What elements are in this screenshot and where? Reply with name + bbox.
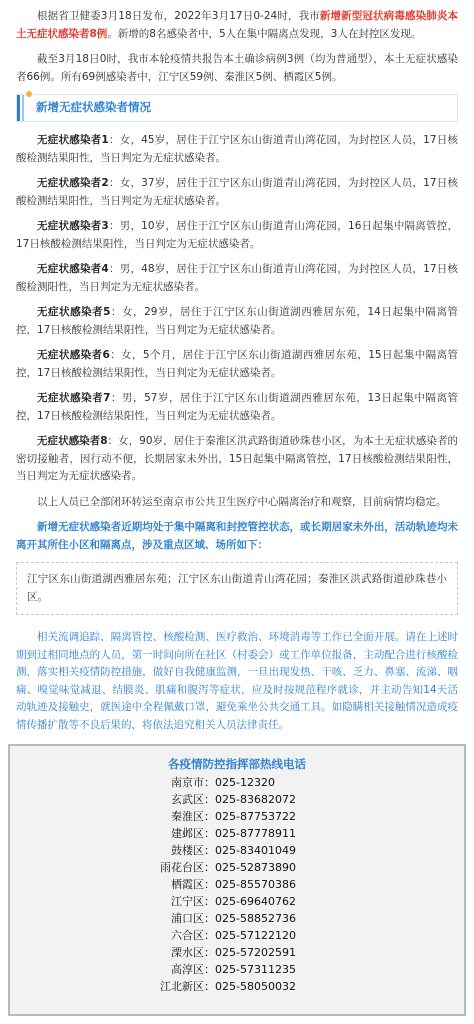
- case-text: ：男，10岁，居住于江宁区东山街道青山湾花园，16日起集中隔离管控，17日核酸检测结果阳性，当日判定为无症状感染者。: [16, 220, 458, 250]
- hotline-number[interactable]: 025-57202591: [215, 946, 296, 959]
- hotline-row: [10, 825, 464, 842]
- activity-note: 新增无症状感染者近期均处于集中隔离和封控管控状态，或长期居家未外出，活动轨迹均未离开其所住小区和隔离点，涉及重点区域、场所如下：: [16, 521, 458, 551]
- hotline-area: 玄武区：: [171, 793, 215, 806]
- case-label: 无症状感染者8: [37, 435, 108, 447]
- case-text: ：男，57岁，居住于江宁区东山街道湖西雅居东苑，13日起集中隔离管控，17日核酸检测结果阳性，当日判定为无症状感染者。: [16, 392, 458, 422]
- hotline-number[interactable]: 025-58050032: [215, 980, 296, 993]
- case-label: 无症状感染者5: [37, 306, 111, 318]
- hotline-row: [10, 859, 464, 876]
- case-label: 无症状感染者3: [37, 220, 109, 232]
- hotline-number[interactable]: 025-83682072: [215, 793, 296, 806]
- hotline-number[interactable]: 025-12320: [215, 776, 275, 789]
- hotline-number[interactable]: 025-83401049: [215, 844, 296, 857]
- hotline-number[interactable]: 025-87753722: [215, 810, 296, 823]
- locations-text: 江宁区东山街道湖西雅居东苑；江宁区东山街道青山湾花园；秦淮区洪武路街道砂珠巷小区。: [27, 573, 447, 603]
- section-header: [16, 94, 458, 122]
- notice-block: [16, 629, 458, 734]
- hotline-row: [10, 944, 464, 961]
- case-paragraph: [16, 347, 458, 382]
- case-text: ：女，37岁，居住于江宁区东山街道青山湾花园，为封控区人员，17日核酸检测结果阳性，当日判定为无症状感染者。: [16, 177, 458, 207]
- hotline-row: [10, 774, 464, 791]
- hotline-area: 建邺区：: [171, 827, 215, 840]
- hotline-box: [8, 744, 466, 1016]
- locations-box: [16, 562, 458, 615]
- hotline-area: 秦淮区：: [171, 810, 215, 823]
- hotline-number[interactable]: 025-87778911: [215, 827, 296, 840]
- intro-text: 根据省卫健委3月18日发布，2022年3月17日0-24时，我市: [37, 10, 320, 22]
- intro-text-2: 。新增的8名感染者中，5人在集中隔离点发现，3人在封控区发现。: [107, 27, 422, 40]
- hotline-title: 各疫情防控指挥部热线电话: [168, 757, 306, 771]
- decor-dot-icon: [26, 91, 32, 97]
- hotline-area: 鼓楼区：: [171, 844, 215, 857]
- case-paragraph: [16, 433, 458, 486]
- case-text: ：女，29岁，居住于江宁区东山街道湖西雅居东苑，14日起集中隔离管控，17日核酸检测结果阳性，当日判定为无症状感染者。: [16, 306, 458, 336]
- hotline-list: [10, 774, 464, 995]
- case-paragraph: [16, 261, 458, 296]
- hotline-row: [10, 978, 464, 995]
- hotline-area: 浦口区：: [171, 912, 215, 925]
- hotline-row: [10, 927, 464, 944]
- hotline-area: 溧水区：: [171, 946, 215, 959]
- case-text: ：女，90岁，居住于秦淮区洪武路街道砂珠巷小区，为本土无症状感染者的密切接触者，因行动不便，长期居家未外出，15日起集中隔离管控，17日核酸检测结果阳性，当日判定为无症状感染者。: [16, 435, 458, 482]
- case-label: 无症状感染者6: [37, 349, 110, 361]
- hotline-area: 高淳区：: [171, 963, 215, 976]
- hotline-area: 栖霞区：: [171, 878, 215, 891]
- hotline-area: 南京市：: [171, 776, 215, 789]
- case-paragraph: [16, 390, 458, 425]
- hotline-number[interactable]: 025-52873890: [215, 861, 296, 874]
- hotline-area: 江宁区：: [171, 895, 215, 908]
- notice-text: 相关流调追踪、隔离管控、核酸检测、医疗救治、环境消毒等工作已全面开展。请在上述时期到过相同地点的人员，第一时间向所在社区（村委会）或工作单位报备，主动配合进行核酸检测，落实相关疫情防控措施，做好自我健康监测，一旦出现发热、干咳、乏力、鼻塞、流涕、咽痛、嗅觉味觉减退、结膜炎、肌痛和腹泻等症状，应及时按规范程序就诊，并主动告知14天活动轨迹及接触史，就医途中全程佩戴口罩，避免乘坐公共交通工具。如隐瞒相关接触情况造成疫情传播扩散等不良后果的，将依法追究相关人员法律责任。: [16, 631, 458, 731]
- hotline-number[interactable]: 025-57311235: [215, 963, 296, 976]
- case-paragraph: [16, 175, 458, 210]
- section-bar-icon: [17, 95, 20, 121]
- case-label: 无症状感染者2: [37, 177, 109, 189]
- case-paragraph: [16, 218, 458, 253]
- case-label: 无症状感染者1: [37, 134, 109, 146]
- hotline-area: 江北新区：: [160, 980, 215, 993]
- intro-paragraph: [16, 8, 458, 43]
- case-label: 无症状感染者4: [37, 263, 109, 275]
- hotline-row: [10, 893, 464, 910]
- hotline-area: 雨花台区：: [160, 861, 215, 874]
- hotline-row: [10, 808, 464, 825]
- case-text: ：男，48岁，居住于江宁区东山街道青山湾花园，为封控区人员，17日核酸检测阳性，当日判定为无症状感染者。: [16, 263, 458, 293]
- section-title: 新增无症状感染者情况: [36, 100, 151, 115]
- case-paragraph: [16, 304, 458, 339]
- hotline-area: 六合区：: [171, 929, 215, 942]
- hotline-number[interactable]: 025-58852736: [215, 912, 296, 925]
- hotline-row: [10, 842, 464, 859]
- hotline-number[interactable]: 025-69640762: [215, 895, 296, 908]
- summary-paragraph: 截至3月18日0时，我市本轮疫情共报告本土确诊病例3例（均为普通型），本土无症状感染者66例。所有69例感染者中，江宁区59例、秦淮区5例、栖霞区5例。: [16, 53, 458, 83]
- intro-highlight: 新增新型冠状病毒感染肺炎本土无症状感染者8例: [16, 10, 458, 40]
- hotline-row: [10, 961, 464, 978]
- hotline-number[interactable]: 025-57122120: [215, 929, 296, 942]
- hotline-row: [10, 910, 464, 927]
- case-paragraph: [16, 132, 458, 167]
- case-text: ：女，5个月，居住于江宁区东山街道湖西雅居东苑，15日起集中隔离管控，17日核酸检测结果阳性，当日判定为无症状感染者。: [16, 349, 458, 379]
- hotline-row: [10, 791, 464, 808]
- hotline-number[interactable]: 025-85570386: [215, 878, 296, 891]
- case-text: ：女，45岁，居住于江宁区东山街道青山湾花园，为封控区人员，17日核酸检测结果阳性，当日判定为无症状感染者。: [16, 134, 458, 164]
- hotline-row: [10, 876, 464, 893]
- transfer-paragraph: 以上人员已全部闭环转运至南京市公共卫生医疗中心隔离治疗和观察，目前病情均稳定。: [37, 495, 447, 508]
- case-label: 无症状感染者7: [37, 392, 111, 404]
- case-list: [16, 132, 458, 486]
